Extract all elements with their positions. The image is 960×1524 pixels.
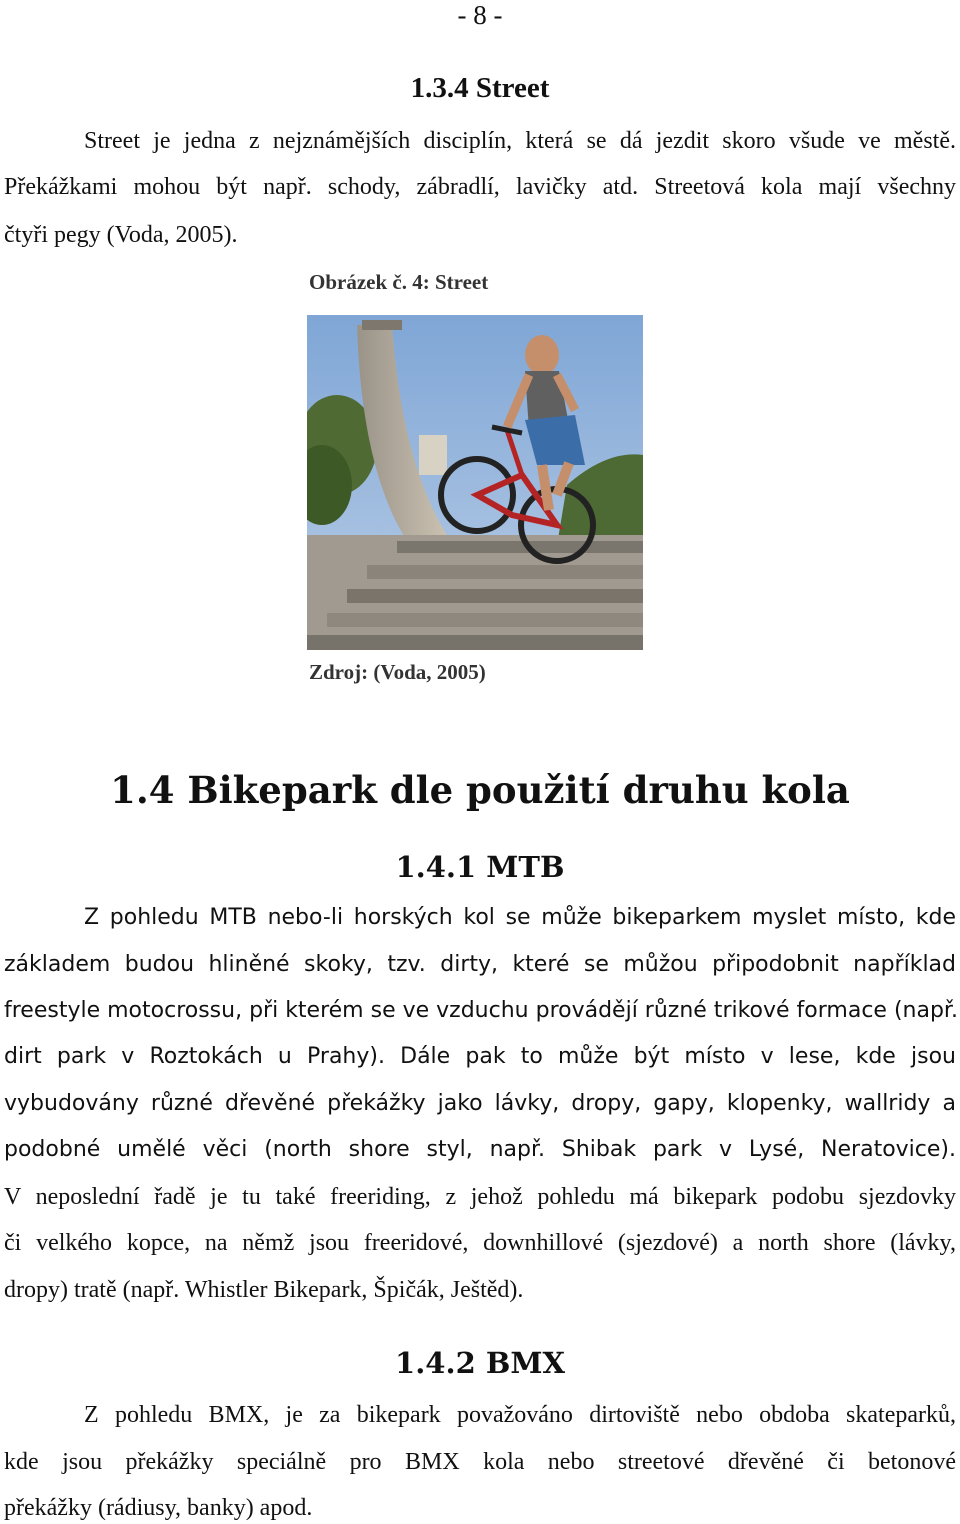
heading-mtb: 1.4.1 MTB (395, 850, 565, 884)
heading-bikepark: 1.4 Bikepark dle použití druhu kola (110, 768, 850, 812)
street-paragraph-line-3: čtyři pegy (Voda, 2005). (4, 222, 238, 248)
bmx-paragraph-line-1: Z pohledu BMX, je za bikepark považováno dirtoviště nebo obdoba skateparků, (84, 1402, 956, 1428)
street-bmx-photo (307, 315, 643, 650)
mtb-paragraph-line-4: dirt park v Roztokách u Prahy). Dále pak to může být místo v lese, kde jsou (4, 1044, 956, 1069)
mtb-paragraph-line-8: či velkého kopce, na němž jsou freeridové, downhillové (sjezdové) a north shore (lávky, (4, 1230, 956, 1256)
figure-source: Zdroj: (Voda, 2005) (309, 660, 486, 684)
heading-bmx: 1.4.2 BMX (395, 1346, 565, 1380)
mtb-paragraph-line-7: V neposlední řadě je tu také freeriding, z jehož pohledu má bikepark podobu sjezdovky (4, 1184, 956, 1210)
bmx-paragraph-line-2: kde jsou překážky speciálně pro BMX kola nebo streetové dřevěné či betonové (4, 1449, 956, 1475)
mtb-paragraph-line-9: dropy) tratě (např. Whistler Bikepark, Špičák, Ještěd). (4, 1277, 524, 1303)
heading-street: 1.3.4 Street (410, 72, 550, 104)
mtb-paragraph-line-2: základem budou hliněné skoky, tzv. dirty, které se můžou připodobnit například (4, 952, 956, 977)
mtb-paragraph-line-6: podobné umělé věci (north shore styl, např. Shibak park v Lysé, Neratovice). (4, 1137, 956, 1162)
street-paragraph-line-2: Překážkami mohou být např. schody, zábradlí, lavičky atd. Streetová kola mají všechny (4, 174, 956, 200)
page-number: - 8 - (457, 0, 503, 30)
mtb-paragraph-line-5: vybudovány různé dřevěné překážky jako lávky, dropy, gapy, klopenky, wallridy a (4, 1091, 956, 1116)
bmx-paragraph-line-3: překážky (rádiusy, banky) apod. (4, 1495, 313, 1521)
figure-caption: Obrázek č. 4: Street (309, 270, 489, 294)
street-paragraph-line-1: Street je jedna z nejznámějších disciplín, která se dá jezdit skoro všude ve městě. (84, 128, 956, 154)
mtb-paragraph-line-3: freestyle motocrossu, při kterém se ve vzduchu provádějí různé trikové formace (např. (4, 998, 958, 1023)
mtb-paragraph-line-1: Z pohledu MTB nebo-li horských kol se může bikeparkem myslet místo, kde (84, 905, 956, 930)
